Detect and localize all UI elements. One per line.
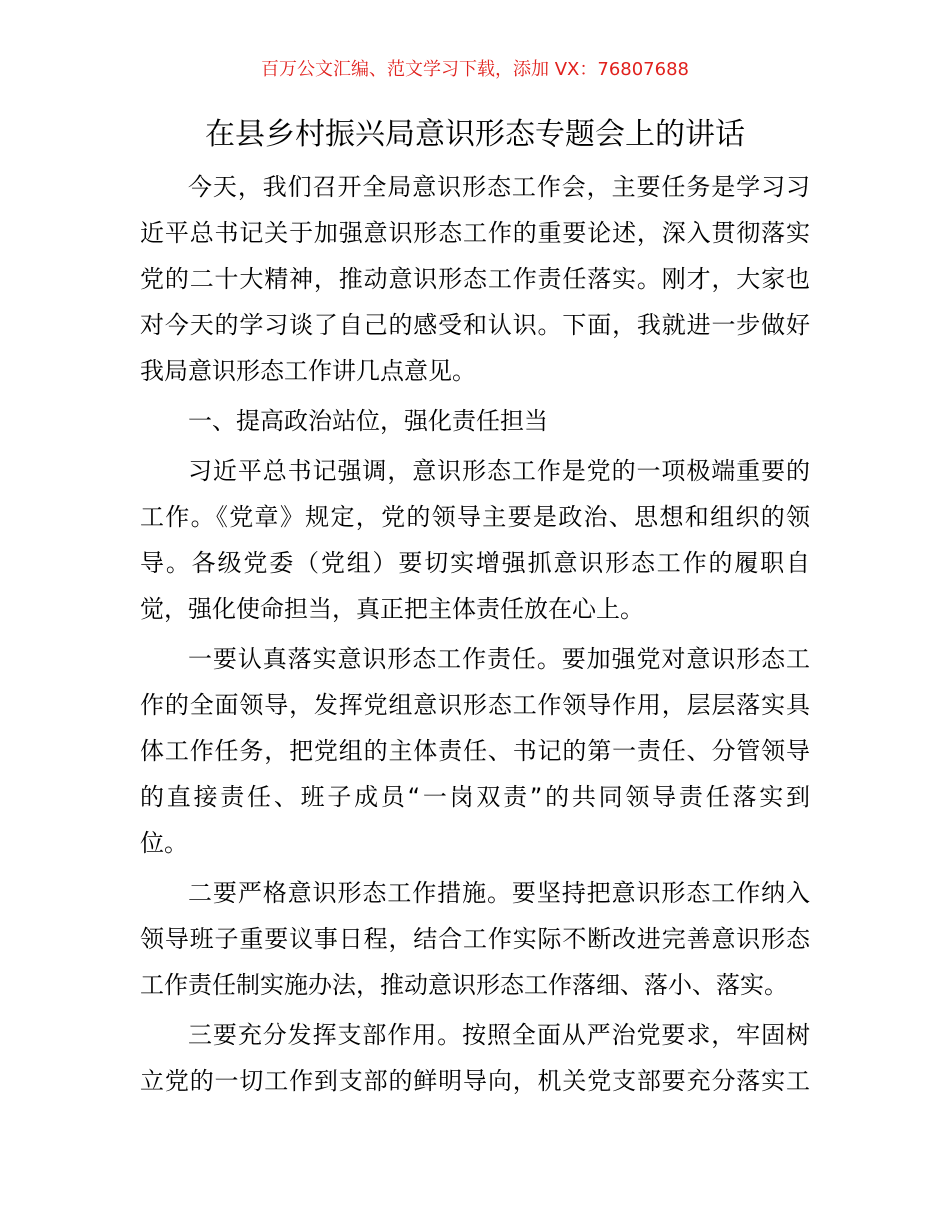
text-line: 三要充分发挥支部作用。按照全面从严治党要求，牢固树 xyxy=(188,1021,810,1049)
text-line: 立党的一切工作到支部的鲜明导向，机关党支部要充分落实工 xyxy=(140,1067,810,1095)
text-line: 位。 xyxy=(140,829,188,857)
text-line: 一、提高政治站位，强化责任担当 xyxy=(188,407,548,435)
text-line: 近平总书记关于加强意识形态工作的重要论述，深入贯彻落实 xyxy=(140,219,810,247)
watermark-header: 百万公文汇编、范文学习下载，添加 VX：76807688 xyxy=(261,59,689,80)
paragraph xyxy=(140,164,810,394)
section-heading xyxy=(140,398,810,444)
text-line: 工作。《党章》规定，党的领导主要是政治、思想和组织的领 xyxy=(140,503,810,531)
document-title: 在县乡村振兴局意识形态专题会上的讲话 xyxy=(205,117,745,152)
text-line: 的直接责任、班子成员“一岗双责”的共同领导责任落实到 xyxy=(140,783,810,811)
text-line: 今天，我们召开全局意识形态工作会，主要任务是学习习 xyxy=(188,173,810,201)
text-line: 党的二十大精神，推动意识形态工作责任落实。刚才，大家也 xyxy=(140,265,810,293)
paragraph xyxy=(140,870,810,1008)
text-line: 我局意识形态工作讲几点意见。 xyxy=(140,357,476,385)
text-line: 一要认真落实意识形态工作责任。要加强党对意识形态工 xyxy=(188,645,810,673)
paragraph xyxy=(140,448,810,632)
text-line: 领导班子重要议事日程，结合工作实际不断改进完善意识形态 xyxy=(140,925,810,953)
text-line: 觉，强化使命担当，真正把主体责任放在心上。 xyxy=(140,595,644,623)
text-line: 习近平总书记强调，意识形态工作是党的一项极端重要的 xyxy=(188,457,810,485)
text-line: 对今天的学习谈了自己的感受和认识。下面，我就进一步做好 xyxy=(140,311,810,339)
text-line: 体工作任务，把党组的主体责任、书记的第一责任、分管领导 xyxy=(140,737,810,765)
paragraph xyxy=(140,1012,810,1104)
text-line: 二要严格意识形态工作措施。要坚持把意识形态工作纳入 xyxy=(188,879,810,907)
document-body xyxy=(140,164,810,1108)
text-line: 作的全面领导，发挥党组意识形态工作领导作用，层层落实具 xyxy=(140,691,810,719)
text-line: 工作责任制实施办法，推动意识形态工作落细、落小、落实。 xyxy=(140,971,788,999)
paragraph xyxy=(140,636,810,866)
text-line: 导。各级党委（党组）要切实增强抓意识形态工作的履职自 xyxy=(140,549,810,577)
